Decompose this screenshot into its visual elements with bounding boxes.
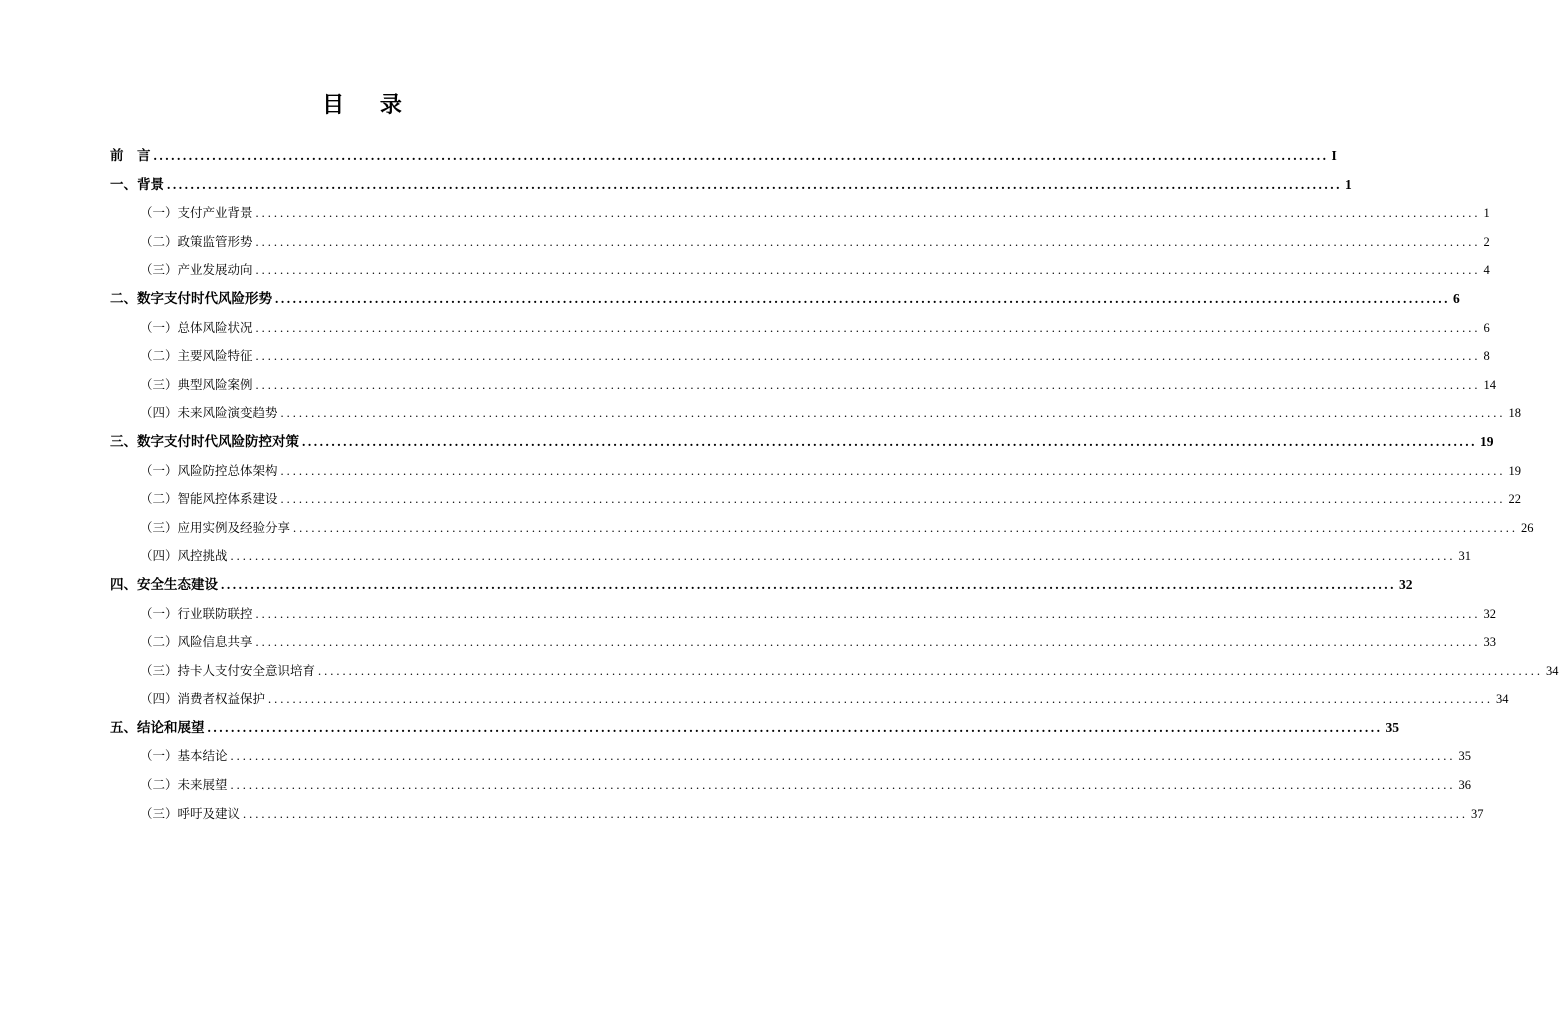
toc-page-number: 26 [1521,520,1534,535]
toc-section-entry[interactable] [110,428,1494,457]
dot-leader: ........................................................................................................................................................................................................ [255,606,1481,621]
toc-subsection-entry[interactable] [110,199,1490,228]
toc-entry-label: （三）持卡人支付安全意识培育 [140,662,316,678]
dot-leader: ........................................................................................................................................................................................................ [230,778,1456,793]
toc-entry-label: （四）消费者权益保护 [140,691,266,707]
toc-subsection-entry[interactable] [110,514,1534,543]
toc-page-number: 33 [1483,635,1497,650]
toc-subsection-entry[interactable] [110,314,1490,343]
toc-entry-label: （三）典型风险案例 [140,376,253,392]
toc-page-number: 35 [1385,719,1399,735]
toc-title: 目 录 [322,93,416,118]
toc-entry-label: （一）支付产业背景 [140,205,253,221]
toc-page-number: 37 [1471,806,1484,821]
toc-subsection-entry[interactable] [110,742,1472,771]
toc-subsection-entry[interactable] [110,371,1497,400]
dot-leader: ........................................................................................................................................................................................................ [221,576,1396,592]
toc-entry-label: 四、安全生态建设 [110,576,218,593]
toc-entry-label: （二）未来展望 [140,777,228,793]
dot-leader: ........................................................................................................................................................................................................ [255,320,1481,335]
toc-subsection-entry[interactable] [110,256,1490,285]
dot-leader: ........................................................................................................................................................................................................ [268,692,1494,707]
toc-entry-label: （一）行业联防联控 [140,605,253,621]
toc-page-number: 19 [1508,463,1522,478]
toc-entry-label: （二）主要风险特征 [140,348,253,364]
dot-leader: ........................................................................................................................................................................................................ [255,349,1481,364]
toc-page-number: 19 [1480,433,1494,449]
toc-page-number: 36 [1458,778,1472,793]
toc-subsection-entry[interactable] [110,228,1490,257]
toc-entry-label: （三）呼吁及建议 [140,805,241,821]
toc-page-number: 31 [1458,549,1472,564]
dot-leader: ........................................................................................................................................................................................................ [230,749,1456,764]
dot-leader: ........................................................................................................................................................................................................ [255,635,1481,650]
toc-section-entry[interactable] [110,714,1399,743]
dot-leader: ........................................................................................................................................................................................................ [293,520,1519,535]
toc-subsection-entry[interactable] [110,685,1509,714]
dot-leader: ........................................................................................................................................................................................................ [275,290,1450,306]
toc-page-number: 6 [1483,320,1490,335]
dot-leader: ........................................................................................................................................................................................................ [255,234,1481,249]
toc-subsection-entry[interactable] [110,457,1522,486]
toc-list [110,142,1559,828]
toc-subsection-entry[interactable] [110,771,1472,800]
toc-entry-label: （三）产业发展动向 [140,262,253,278]
toc-entry-label: （一）风险防控总体架构 [140,462,278,478]
dot-leader: ........................................................................................................................................................................................................ [153,148,1329,163]
dot-leader: ........................................................................................................................................................................................................ [302,433,1477,449]
dot-leader: ........................................................................................................................................................................................................ [167,176,1342,192]
toc-page-number: 8 [1483,349,1490,364]
toc-page-number: 32 [1399,576,1413,592]
toc-page-number: 35 [1458,749,1472,764]
toc-subsection-entry[interactable] [110,399,1522,428]
toc-page-number: 22 [1508,492,1522,507]
toc-entry-label: （四）风控挑战 [140,548,228,564]
toc-entry-label: 三、数字支付时代风险防控对策 [110,433,299,450]
dot-leader: ........................................................................................................................................................................................................ [207,719,1383,735]
toc-page-number: 1 [1483,206,1490,221]
toc-entry-label: 前 言 [110,148,151,164]
toc-subsection-entry[interactable] [110,657,1559,686]
dot-leader: ........................................................................................................................................................................................................ [280,406,1506,421]
toc-entry-label: （一）基本结论 [140,748,228,764]
toc-subsection-entry[interactable] [110,628,1497,657]
toc-entry-label: （二）智能风控体系建设 [140,491,278,507]
toc-page-number: 6 [1453,290,1460,306]
toc-entry-label: （二）风险信息共享 [140,634,253,650]
toc-page-number: I [1331,148,1337,163]
dot-leader: ........................................................................................................................................................................................................ [255,377,1481,392]
toc-entry-label: （四）未来风险演变趋势 [140,405,278,421]
toc-entry-label: 五、结论和展望 [110,719,205,736]
dot-leader: ........................................................................................................................................................................................................ [280,492,1506,507]
toc-page-number: 34 [1546,663,1559,678]
dot-leader: ........................................................................................................................................................................................................ [318,663,1544,678]
toc-page-number: 34 [1496,692,1509,707]
toc-entry-label: 二、数字支付时代风险形势 [110,290,272,307]
dot-leader: ........................................................................................................................................................................................................ [243,806,1469,821]
toc-section-entry[interactable] [110,571,1413,600]
toc-section-entry[interactable] [110,142,1337,171]
toc-entry-label: （一）总体风险状况 [140,319,253,335]
dot-leader: ........................................................................................................................................................................................................ [255,263,1481,278]
dot-leader: ........................................................................................................................................................................................................ [255,206,1481,221]
toc-page-number: 4 [1483,263,1490,278]
toc-subsection-entry[interactable] [110,600,1497,629]
toc-entry-label: 一、背景 [110,176,164,193]
toc-section-entry[interactable] [110,285,1460,314]
toc-entry-label: （二）政策监管形势 [140,233,253,249]
toc-page-number: 18 [1508,406,1522,421]
toc-subsection-entry[interactable] [110,342,1490,371]
toc-subsection-entry[interactable] [110,485,1522,514]
toc-page-number: 2 [1483,234,1490,249]
toc-entry-label: （三）应用实例及经验分享 [140,519,291,535]
dot-leader: ........................................................................................................................................................................................................ [280,463,1506,478]
dot-leader: ........................................................................................................................................................................................................ [230,549,1456,564]
toc-subsection-entry[interactable] [110,800,1484,829]
toc-page-number: 1 [1345,176,1352,192]
toc-section-entry[interactable] [110,171,1352,200]
toc-page-number: 32 [1483,606,1497,621]
toc-subsection-entry[interactable] [110,542,1472,571]
toc-page-number: 14 [1483,377,1497,392]
